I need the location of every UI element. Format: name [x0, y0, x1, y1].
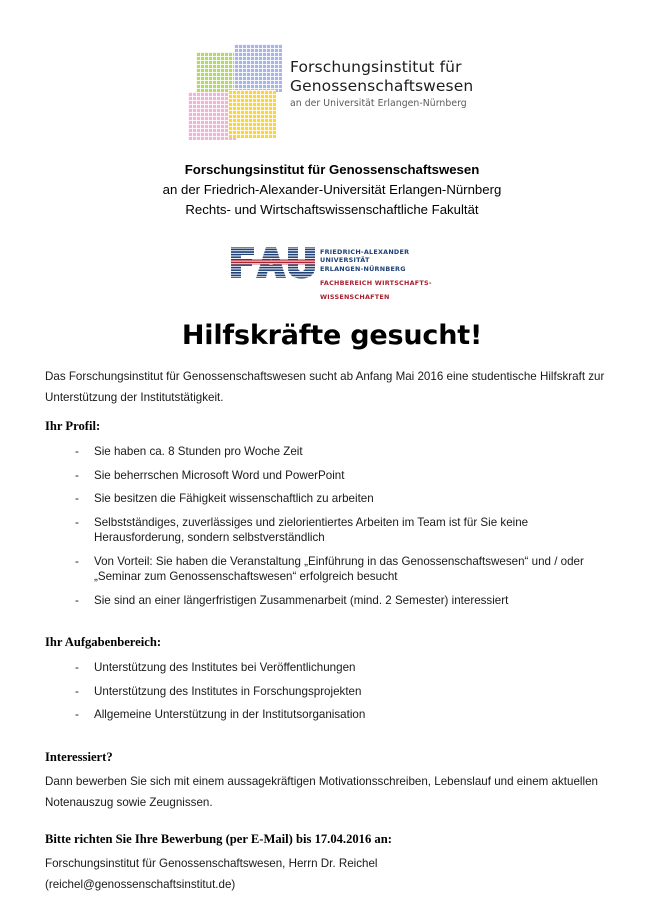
- list-item: [45, 515, 620, 546]
- institute-logo-wordmark: [290, 58, 500, 111]
- list-item-label: Allgemeine Unterstützung in der Institutsorganisation: [94, 708, 366, 721]
- contact-line1: Forschungsinstitut für Genossenschaftswesen, Herrn Dr. Reichel: [45, 856, 378, 870]
- bullet-marker: -: [75, 593, 79, 607]
- tasks-list: [45, 660, 620, 723]
- institute-heading-line2: an der Friedrich-Alexander-Universität Erlangen-Nürnberg: [162, 182, 502, 197]
- list-item-label: Sie sind an einer längerfristigen Zusammenarbeit (mind. 2 Semester) interessiert: [94, 593, 509, 607]
- list-item: [45, 554, 620, 585]
- fau-university-line3: ERLANGEN-NÜRNBERG: [320, 264, 406, 273]
- fau-university-line1: FRIEDRICH-ALEXANDER: [320, 248, 410, 256]
- list-item-label: Unterstützung des Institutes bei Veröffentlichungen: [94, 661, 356, 674]
- list-item: [45, 684, 620, 700]
- intro-paragraph: Das Forschungsinstitut für Genossenschaftswesen sucht ab Anfang Mai 2016 eine studentische Hilfskraft zur Unterstützung der Institutstätigkeit.: [45, 370, 605, 404]
- blue-square-icon: [234, 44, 282, 92]
- fau-logo-text: [320, 248, 440, 301]
- list-item-label: Sie beherrschen Microsoft Word und PowerPoint: [94, 468, 345, 482]
- institute-heading-line3: Rechts- und Wirtschaftswissenschaftliche Fakultät: [185, 202, 479, 217]
- institute-heading-line1: Forschungsinstitut für Genossenschaftswesen: [184, 162, 480, 177]
- yellow-square-icon: [228, 90, 276, 138]
- fau-wordmark-icon: [230, 246, 316, 279]
- profile-heading: Ihr Profil:: [45, 419, 101, 433]
- bullet-marker: -: [75, 515, 79, 529]
- list-item: [45, 593, 620, 609]
- institute-logo-line1: Forschungsinstitut für: [290, 58, 462, 76]
- institute-logo-line2: Genossenschaftswesen: [290, 77, 474, 95]
- interested-paragraph: Dann bewerben Sie sich mit einem aussagekräftigen Motivationsschreiben, Lebenslauf und einem aktuellen Notenauszug sowie Zeugnissen.: [45, 774, 598, 809]
- bullet-marker: -: [75, 661, 79, 674]
- contact-heading: Bitte richten Sie Ihre Bewerbung (per E-Mail) bis 17.04.2016 an:: [45, 831, 392, 846]
- fau-faculty-line2: WISSENSCHAFTEN: [320, 293, 390, 302]
- list-item-label: Von Vorteil: Sie haben die Veranstaltung „Einführung in das Genossenschaftswesen“ und / oder „Seminar zum Genossenschaftswesen“ erfolgreich besucht: [94, 554, 584, 583]
- list-item: [45, 707, 620, 723]
- list-item: [45, 468, 620, 484]
- bullet-marker: -: [75, 492, 79, 505]
- list-item-label: Sie haben ca. 8 Stunden pro Woche Zeit: [94, 445, 303, 458]
- institute-logo-line3: an der Universität Erlangen-Nürnberg: [290, 98, 467, 109]
- tasks-heading: Ihr Aufgabenbereich:: [45, 635, 162, 649]
- list-item-label: Sie besitzen die Fähigkeit wissenschaftlich zu arbeiten: [94, 492, 374, 505]
- list-item: [45, 444, 620, 460]
- bullet-marker: -: [75, 554, 79, 568]
- document-body: [45, 366, 620, 895]
- fau-logo: [230, 246, 440, 302]
- bullet-marker: -: [75, 445, 79, 458]
- interested-heading: Interessiert?: [45, 749, 113, 764]
- bullet-marker: -: [75, 468, 79, 482]
- page-title: Hilfskräfte gesucht!: [181, 320, 483, 351]
- institute-logo: [188, 42, 488, 142]
- list-item: [45, 491, 620, 507]
- bullet-marker: -: [75, 684, 79, 698]
- fau-university-line2: UNIVERSITÄT: [320, 256, 370, 265]
- contact-email[interactable]: (reichel@genossenschaftsinstitut.de): [45, 877, 236, 891]
- list-item: [45, 660, 620, 676]
- fau-faculty-line1: FACHBEREICH WIRTSCHAFTS-: [320, 278, 432, 287]
- bullet-marker: -: [75, 708, 79, 721]
- list-item-label: Selbstständiges, zuverlässiges und zielorientiertes Arbeiten im Team ist für Sie keine Herausforderung, sondern selbstverständlich: [94, 515, 529, 544]
- profile-list: [45, 444, 620, 608]
- four-squares-grid-icon: [188, 42, 282, 140]
- list-item-label: Unterstützung des Institutes in Forschungsprojekten: [94, 684, 362, 698]
- institute-heading: [0, 160, 664, 220]
